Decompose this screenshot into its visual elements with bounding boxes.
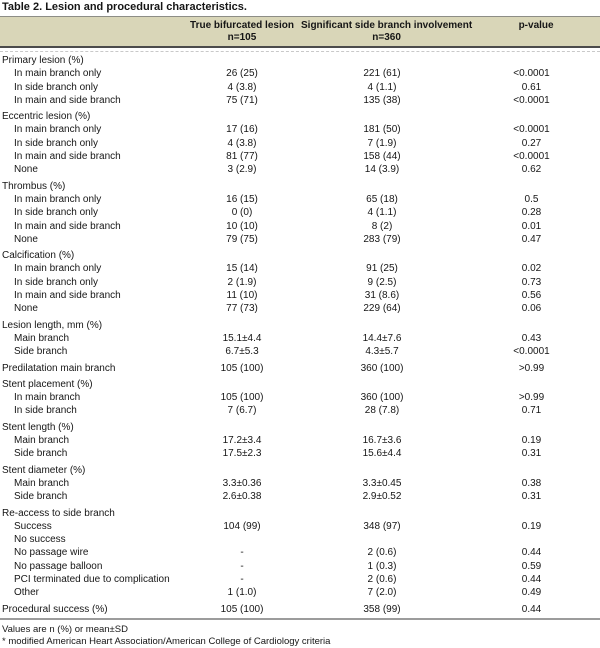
col-header-p-value: p-value [518,20,554,31]
table-row [0,345,600,358]
row-label: Primary lesion (%) [2,55,84,66]
row-label: No success [14,534,66,546]
table-row [0,603,600,616]
p-value: 0.02 [521,263,542,275]
row-label: In main branch only [14,263,102,275]
row-label: In main branch only [14,124,102,136]
value-true-bifurcated: 77 (73) [226,303,258,315]
row-label: In side branch only [14,276,98,288]
table-row [0,220,600,233]
row-label: Stent length (%) [2,421,74,433]
p-value: >0.99 [518,362,545,374]
value-side-branch: 358 (99) [363,603,401,615]
table-row [0,464,600,477]
row-label: In main and side branch [14,151,121,163]
row-label: None [14,164,38,176]
p-value: <0.0001 [513,346,550,358]
value-true-bifurcated: 15.1±4.4 [222,332,262,344]
value-side-branch: 14.4±7.6 [362,332,402,344]
value-true-bifurcated [183,319,301,332]
value-true-bifurcated: 0 (0) [231,207,253,219]
value-true-bifurcated: 104 (99) [223,520,261,532]
col-header-side-branch-label: Significant side branch involvement [301,20,473,31]
p-value: 0.38 [521,477,542,489]
p-value: 0.73 [521,276,542,288]
value-side-branch: 31 (8.6) [364,290,400,302]
table-row [0,490,600,503]
row-label: In main and side branch [14,94,121,106]
table-row [0,302,600,315]
p-value: 0.61 [521,81,542,93]
value-side-branch: 4 (1.1) [367,81,397,93]
p-value [463,533,600,546]
value-side-branch [301,319,463,332]
p-value: 0.5 [524,193,539,205]
p-value: 0.71 [521,405,542,417]
table-row [0,289,600,302]
p-value [463,180,600,193]
table-row [0,573,600,586]
table-row [0,477,600,490]
p-value: 0.28 [521,207,542,219]
value-true-bifurcated [183,249,301,262]
table-body [0,54,600,620]
row-label: Thrombus (%) [2,180,66,192]
value-side-branch: 15.6±4.4 [362,448,402,460]
value-side-branch [301,378,463,391]
row-label: Calcification (%) [2,250,75,262]
value-true-bifurcated [183,54,301,67]
value-side-branch: 91 (25) [366,263,398,275]
p-value: 0.44 [521,603,542,615]
value-side-branch [301,421,463,434]
row-label: In side branch only [14,81,98,93]
row-label: In main and side branch [14,220,121,232]
p-value: 0.01 [521,220,542,232]
value-side-branch: 360 (100) [360,392,404,404]
table-row [0,137,600,150]
col-header-true-bifurcated [183,20,301,44]
row-label: Predilatation main branch [2,362,116,374]
col-header-side-branch [301,20,472,44]
table-row [0,110,600,123]
row-label: Main branch [14,332,70,344]
value-side-branch: 158 (44) [363,151,401,163]
value-true-bifurcated: 26 (25) [226,68,258,80]
footnote-criteria: * modified American Heart Association/American College of Cardiology criteria [2,635,331,647]
value-side-branch: 16.7±3.6 [362,435,402,447]
value-side-branch: 8 (2) [371,220,393,232]
row-label: None [14,233,38,245]
value-true-bifurcated: - [240,547,244,559]
row-label: Lesion length, mm (%) [2,319,103,331]
table-row [0,150,600,163]
value-side-branch [301,507,463,520]
table-row [0,421,600,434]
value-true-bifurcated: 2 (1.9) [227,276,257,288]
col-header-side-branch-n: n=360 [372,32,401,43]
value-true-bifurcated [183,378,301,391]
value-true-bifurcated: 3 (2.9) [227,164,257,176]
row-label: In side branch only [14,207,98,219]
header-dashed-separator [0,48,600,52]
value-side-branch: 4.3±5.7 [365,346,399,358]
value-side-branch [301,110,463,123]
value-true-bifurcated: 10 (10) [226,220,258,232]
value-true-bifurcated: 2.6±0.38 [222,491,262,503]
row-label: No passage balloon [14,560,103,572]
table-row [0,404,600,417]
row-label: Other [14,587,40,599]
table-row [0,180,600,193]
value-true-bifurcated [183,421,301,434]
table-row [0,533,600,546]
p-value [463,507,600,520]
table-row [0,67,600,80]
table-row [0,276,600,289]
value-true-bifurcated: 17 (16) [226,124,258,136]
p-value: 0.49 [521,587,542,599]
p-value [463,110,600,123]
table-title: Table 2. Lesion and procedural characteristics. [2,1,247,13]
p-value: 0.27 [521,137,542,149]
value-side-branch: 348 (97) [363,520,401,532]
value-true-bifurcated: 105 (100) [220,603,264,615]
value-true-bifurcated: 75 (71) [226,94,258,106]
value-true-bifurcated [183,110,301,123]
row-label: Success [14,520,52,532]
value-true-bifurcated: - [240,573,244,585]
row-label: None [14,303,38,315]
value-true-bifurcated: 15 (14) [226,263,258,275]
row-label: In side branch only [14,137,98,149]
value-side-branch: 3.3±0.45 [362,477,402,489]
value-side-branch: 283 (79) [363,233,401,245]
table-row [0,81,600,94]
p-value: 0.62 [521,164,542,176]
p-value: 0.44 [521,547,542,559]
table-row [0,362,600,375]
p-value: 0.44 [521,573,542,585]
row-label: Stent diameter (%) [2,464,86,476]
p-value [463,464,600,477]
table-row [0,391,600,404]
value-side-branch: 2 (0.6) [367,547,397,559]
table-header-row [0,16,600,48]
p-value: <0.0001 [513,124,550,136]
table-row [0,94,600,107]
p-value: >0.99 [518,392,545,404]
value-true-bifurcated: 16 (15) [226,193,258,205]
value-side-branch: 181 (50) [363,124,401,136]
value-true-bifurcated: 81 (77) [226,151,258,163]
row-label: In main and side branch [14,290,121,302]
table-row [0,123,600,136]
value-side-branch: 2 (0.6) [367,573,397,585]
row-label: Eccentric lesion (%) [2,111,91,123]
value-side-branch [301,249,463,262]
p-value: 0.43 [521,332,542,344]
value-side-branch: 14 (3.9) [364,164,400,176]
value-true-bifurcated [183,533,301,546]
value-true-bifurcated: 17.5±2.3 [222,448,262,460]
table-row [0,586,600,599]
value-side-branch [301,180,463,193]
value-side-branch: 9 (2.5) [367,276,397,288]
table-row [0,206,600,219]
table-row [0,332,600,345]
value-true-bifurcated: 105 (100) [220,392,264,404]
p-value: <0.0001 [513,94,550,106]
p-value: <0.0001 [513,151,550,163]
row-label: Stent placement (%) [2,378,93,390]
table-row [0,378,600,391]
table-row [0,507,600,520]
row-label: Side branch [14,346,68,358]
value-true-bifurcated: - [240,560,244,572]
value-true-bifurcated: 7 (6.7) [227,405,257,417]
value-side-branch: 135 (38) [363,94,401,106]
row-label: Procedural success (%) [2,603,108,615]
row-label: Side branch [14,448,68,460]
table-row [0,262,600,275]
value-side-branch: 7 (1.9) [367,137,397,149]
p-value: <0.0001 [513,68,550,80]
value-true-bifurcated [183,507,301,520]
value-side-branch: 221 (61) [363,68,401,80]
table-row [0,520,600,533]
row-label: In main branch only [14,68,102,80]
value-true-bifurcated: 1 (1.0) [227,587,257,599]
table-row [0,319,600,332]
p-value: 0.59 [521,560,542,572]
table-row [0,54,600,67]
value-side-branch [301,54,463,67]
value-side-branch: 4 (1.1) [367,207,397,219]
p-value: 0.31 [521,448,542,460]
p-value: 0.56 [521,290,542,302]
footnote-values: Values are n (%) or mean±SD [2,623,128,635]
row-label: PCI terminated due to complication [14,573,170,585]
value-true-bifurcated: 6.7±5.3 [225,346,259,358]
value-side-branch: 65 (18) [366,193,398,205]
table-row [0,233,600,246]
value-side-branch: 28 (7.8) [364,405,400,417]
value-true-bifurcated: 79 (75) [226,233,258,245]
value-true-bifurcated [183,464,301,477]
p-value: 0.31 [521,491,542,503]
table-row [0,249,600,262]
p-value: 0.06 [521,303,542,315]
value-true-bifurcated: 105 (100) [220,362,264,374]
value-side-branch [301,533,463,546]
table-row [0,560,600,573]
p-value [463,54,600,67]
row-label: No passage wire [14,547,89,559]
row-label: Side branch [14,491,68,503]
table-row [0,447,600,460]
col-header-true-bifurcated-label: True bifurcated lesion [190,20,294,31]
table-row [0,434,600,447]
value-true-bifurcated [183,180,301,193]
p-value: 0.19 [521,435,542,447]
row-label: Main branch [14,477,70,489]
p-value [463,378,600,391]
table-row [0,163,600,176]
value-true-bifurcated: 4 (3.8) [227,81,257,93]
row-label: Main branch [14,435,70,447]
value-side-branch: 229 (64) [363,303,401,315]
value-true-bifurcated: 11 (10) [226,290,258,302]
value-true-bifurcated: 17.2±3.4 [222,435,262,447]
value-side-branch: 360 (100) [360,362,404,374]
row-label: In side branch [14,405,77,417]
p-value [463,319,600,332]
row-label: Re-access to side branch [2,507,115,519]
table-row [0,546,600,559]
row-label: In main branch [14,392,81,404]
value-side-branch [301,464,463,477]
value-side-branch: 2.9±0.52 [362,491,402,503]
col-header-true-bifurcated-n: n=105 [227,32,257,43]
table-row [0,193,600,206]
value-side-branch: 7 (2.0) [367,587,397,599]
p-value: 0.19 [521,520,542,532]
row-label: In main branch only [14,193,102,205]
p-value: 0.47 [521,233,542,245]
value-true-bifurcated: 4 (3.8) [227,137,257,149]
table-footnotes [0,620,600,648]
p-value [463,249,600,262]
value-true-bifurcated: 3.3±0.36 [222,477,262,489]
value-side-branch: 1 (0.3) [367,560,397,572]
p-value [463,421,600,434]
